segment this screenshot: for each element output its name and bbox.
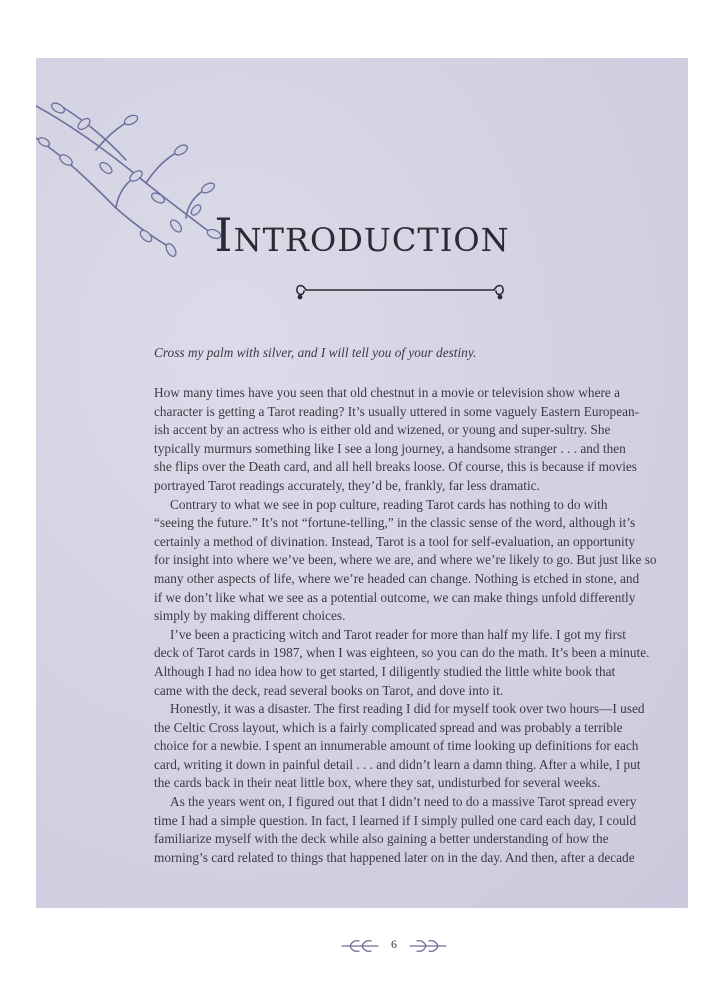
text-line: As the years went on, I figured out that I didn’t need to do a massive Tarot spread every (170, 794, 637, 810)
page-folio (334, 935, 454, 957)
text-line: character is getting a Tarot reading? It’s usually uttered in some vaguely Eastern European- (154, 403, 640, 419)
text-line: time I had a simple question. In fact, I learned if I simply pulled one card each day, I could (154, 812, 637, 828)
text-line: Although I had no idea how to get started, I diligently studied the little white book that (154, 663, 616, 679)
page-title: Introduction (214, 208, 510, 262)
text-line: card, writing it down in painful detail . . . and didn’t learn a damn thing. After a while, I put (154, 756, 641, 772)
text-line: many other aspects of life, where we’re headed can change. Nothing is etched in stone, and (154, 570, 640, 586)
leaf-sprig-icon (408, 937, 448, 955)
text-line: typically murmurs something like I see a long journey, a handsome stranger . . . and then (154, 440, 626, 456)
text-line: came with the deck, read several books on Tarot, and dove into it. (154, 682, 504, 698)
text-line: deck of Tarot cards in 1987, when I was eighteen, so you can do the math. It’s been a minute. (154, 645, 650, 661)
text-line: ish accent by an actress who is either old and wizened, or young and super-sultry. She (154, 422, 611, 438)
text-line: I’ve been a practicing witch and Tarot reader for more than half my life. I got my first (170, 626, 626, 642)
text-line: How many times have you seen that old chestnut in a movie or television show where a (154, 385, 621, 400)
text-line: portrayed Tarot readings accurately, they’d be, frankly, far less dramatic. (154, 477, 540, 493)
text-line: Honestly, it was a disaster. The first reading I did for myself took over two hours—I used (170, 701, 645, 717)
text-line: the Celtic Cross layout, which is a fairly complicated spread and was probably a terrible (154, 719, 623, 735)
text-line: “seeing the future.” It’s not “fortune-telling,” in the classic sense of the word, although it’s (154, 515, 636, 531)
epigraph: Cross my palm with silver, and I will tell you of your destiny. (154, 345, 477, 360)
body-text (154, 384, 657, 867)
page-number: 6 (391, 937, 397, 951)
text-line: she flips over the Death card, and all hell breaks loose. Of course, this is because if movies (154, 459, 637, 475)
text-line: choice for a newbie. I spent an innumerable amount of time looking up definitions for each (154, 738, 639, 754)
flourish-divider-icon (294, 279, 506, 301)
text-line: the cards back in their neat little box, where they sat, undisturbed for several weeks. (154, 775, 601, 791)
text-line: Contrary to what we see in pop culture, reading Tarot cards has nothing to do with (170, 496, 608, 512)
text-line: familiarize myself with the deck while also gaining a better understanding of how the (154, 831, 609, 847)
text-line: certainly a method of divination. Instead, Tarot is a tool for self-evaluation, an opportunity (154, 533, 636, 549)
text-line: if we don’t like what we see as a potential outcome, we can make things unfold differently (154, 589, 636, 605)
book-page (36, 58, 688, 951)
text-line: for insight into where we’ve been, where we are, and where we’re likely to go. But just like so (154, 552, 657, 568)
text-line: morning’s card related to things that happened later on in the day. And then, after a decade (154, 849, 635, 865)
text-line: simply by making different choices. (154, 608, 346, 624)
